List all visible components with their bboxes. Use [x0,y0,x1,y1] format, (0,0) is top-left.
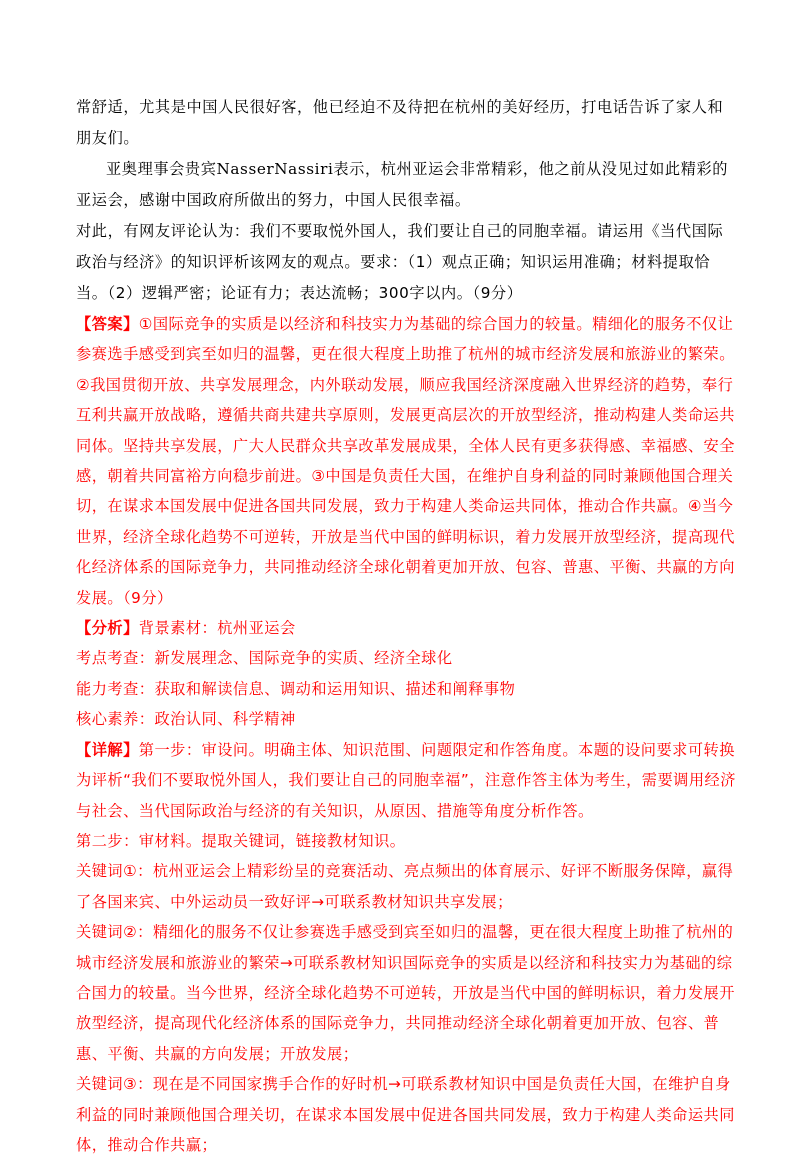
detail-keyword-3: 关键词③：现在是不同国家携手合作的好时机→可联系教材知识中国是负责任大国，在维护自身利益的同时兼顾他国合理关切，在谋求本国发展中促进各国共同发展，致力于构建人类命运共同体，推动合作共赢； [76,1075,735,1154]
detail-keyword-2: 关键词②：精细化的服务不仅让参赛选手感受到宾至如归的温馨，更在很大程度上助推了杭州的城市经济发展和旅游业的繁荣→可联系教材知识国际竞争的实质是以经济和科技实力为基础的综合国力的较量。当今世界，经济全球化趋势不可逆转，开放是当代中国的鲜明标识，着力发展开放型经济，提高现代化经济体系的国际竞争力，共同推动经济全球化朝着更加开放、包容、普惠、平衡、共赢的方向发展；开放发展； [76,923,735,1063]
analysis-background: 背景素材：杭州亚运会 [138,619,296,638]
question-text: 对此，有网友评论认为：我们不要取悦外国人，我们要让自己的同胞幸福。请运用《当代国际政治与经济》的知识评析该网友的观点。要求：（1）观点正确；知识运用准确；材料提取恰当。（2）逻辑严密；论证有力；表达流畅；300字以内。（9分） [76,222,724,302]
detail-step1 [76,735,736,826]
analysis-points: 考点考查：新发展理念、国际竞争的实质、经济全球化 [76,649,453,668]
detail-keyword-1: 关键词①：杭州亚运会上精彩纷呈的竞赛活动、亮点频出的体育展示、好评不断服务保障，赢得了各国来宾、中外运动员一致好评→可联系教材知识共享发展； [76,862,734,911]
material-paragraph-2: 亚奥理事会贵宾NasserNassiri表示，杭州亚运会非常精彩，他之前从没见过如此精彩的亚运会，感谢中国政府所做出的努力，中国人民很幸福。 [76,160,729,209]
detail-step1-text: 第一步：审设问。明确主体、知识范围、问题限定和作答角度。本题的设问要求可转换为评析“我们不要取悦外国人，我们要让自己的同胞幸福”，注意作答主体为考生，需要调用经济与社会、当代国际政治与经济的有关知识，从原因、措施等角度分析作答。 [76,740,736,820]
analysis-ability: 能力考查：获取和解读信息、调动和运用知识、描述和阐释事物 [76,679,516,698]
detail-step2: 第二步：审材料。提取关键词，链接教材知识。 [76,831,406,850]
answer-block [76,309,736,613]
analysis-literacy: 核心素养：政治认同、科学精神 [76,710,296,729]
analysis-line [76,613,736,643]
document-page [76,92,736,1160]
answer-label: 【答案】 [76,315,139,333]
detail-label: 【详解】 [76,740,139,759]
material-paragraph-1: 常舒适，尤其是中国人民很好客，他已经迫不及待把在杭州的美好经历，打电话告诉了家人和朋友们。 [76,98,724,147]
analysis-label: 【分析】 [76,619,139,638]
answer-text: ①国际竞争的实质是以经济和科技实力为基础的综合国力的较量。精细化的服务不仅让参赛选手感受到宾至如归的温馨，更在很大程度上助推了杭州的城市经济发展和旅游业的繁荣。②我国贯彻开放、共享发展理念，内外联动发展，顺应我国经济深度融入世界经济的趋势，奉行互利共赢开放战略，遵循共商共建共享原则，发展更高层次的开放型经济，推动构建人类命运共同体。坚持共享发展，广大人民群众共享改革发展成果，全体人民有更多获得感、幸福感、安全感，朝着共同富裕方向稳步前进。③中国是负责任大国，在维护自身利益的同时兼顾他国合理关切，在谋求本国发展中促进各国共同发展，致力于构建人类命运共同体，推动合作共赢。④当今世界，经济全球化趋势不可逆转，开放是当代中国的鲜明标识，着力发展开放型经济，提高现代化经济体系的国际竞争力，共同推动经济全球化朝着更加开放、包容、普惠、平衡、共赢的方向发展。（9分） [76,315,735,607]
